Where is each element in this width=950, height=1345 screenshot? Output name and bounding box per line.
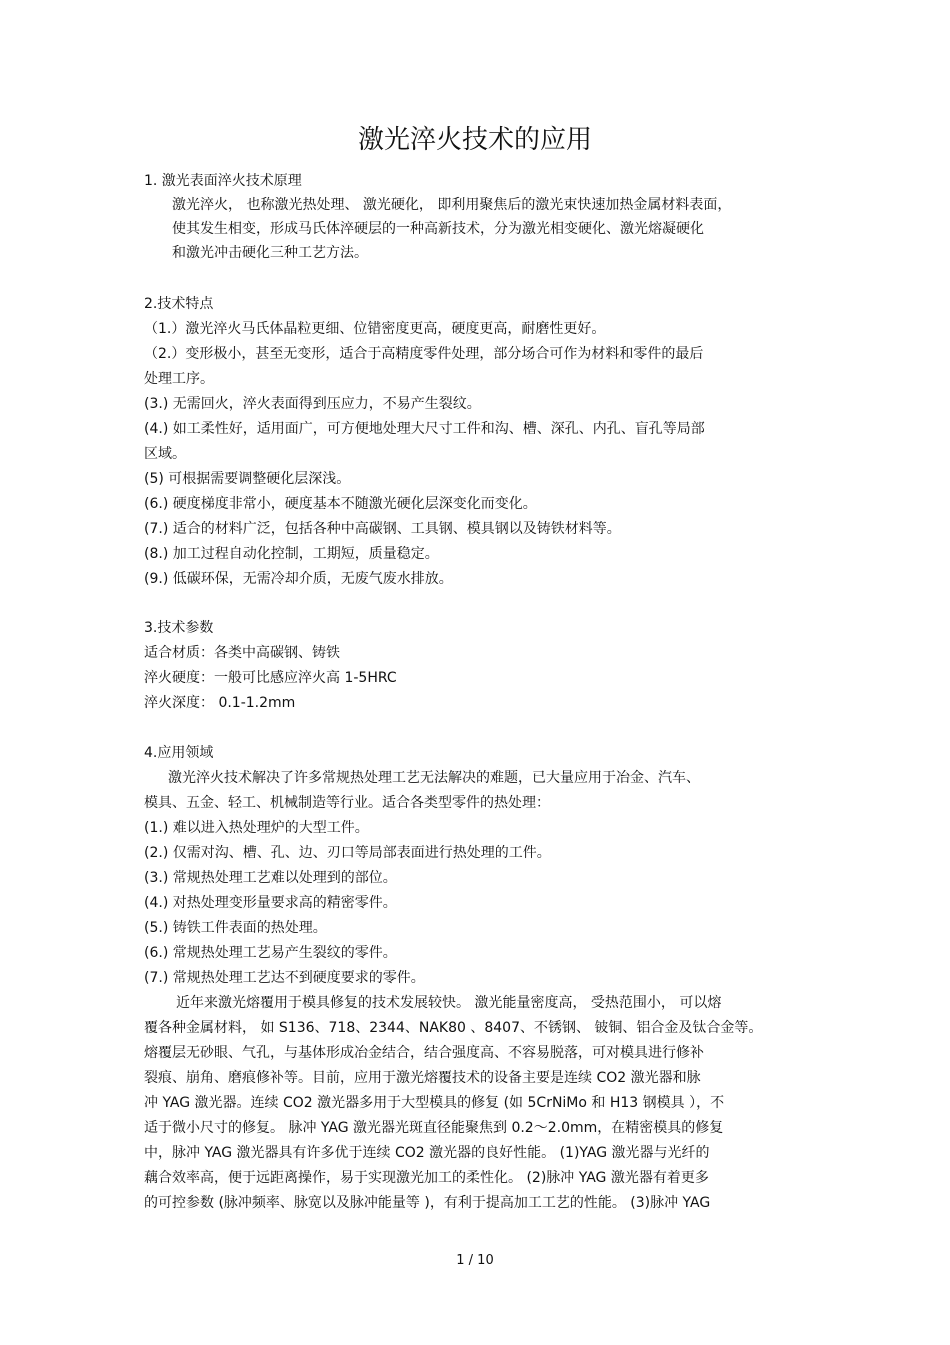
- paragraph-line: 熔覆层无砂眼、气孔，与基体形成冶金结合，结合强度高、不容易脱落，可对模具进行修补: [144, 1045, 704, 1061]
- paragraph-line: 适于微小尺寸的修复。 脉冲 YAG 激光器光斑直径能聚焦到 0.2～2.0mm，在精密模具的修复: [144, 1120, 724, 1136]
- paragraph-line: 裂痕、崩角、磨痕修补等。目前，应用于激光熔覆技术的设备主要是连续 CO2 激光器和脉: [144, 1070, 701, 1086]
- list-item: (6.) 硬度梯度非常小，硬度基本不随激光硬化层深变化而变化。: [144, 496, 537, 512]
- paragraph-line: 冲 YAG 激光器。连续 CO2 激光器多用于大型模具的修复 (如 5CrNiMo 和 H13 钢模具 ），不: [144, 1095, 725, 1111]
- list-item: (7.) 适合的材料广泛，包括各种中高碳钢、工具钢、模具钢以及铸铁材料等。: [144, 521, 621, 537]
- param-line: 淬火硬度：一般可比感应淬火高 1-5HRC: [144, 670, 397, 686]
- section-3-heading: 3.技术参数: [144, 620, 214, 636]
- section-2-heading: 2.技术特点: [144, 296, 214, 312]
- list-item: (6.) 常规热处理工艺易产生裂纹的零件。: [144, 945, 397, 961]
- param-line: 淬火深度： 0.1-1.2mm: [144, 695, 296, 711]
- param-line: 适合材质：各类中高碳钢、铸铁: [144, 645, 340, 661]
- paragraph-line: 激光淬火技术解决了许多常规热处理工艺无法解决的难题，已大量应用于冶金、汽车、: [168, 770, 700, 786]
- paragraph-line: 使其发生相变，形成马氏体淬硬层的一种高新技术，分为激光相变硬化、激光熔凝硬化: [172, 221, 704, 237]
- paragraph-line: 近年来激光熔覆用于模具修复的技术发展较快。 激光能量密度高， 受热范围小， 可以熔: [176, 995, 722, 1011]
- document-title: 激光淬火技术的应用: [357, 125, 592, 155]
- list-item: (4.) 对热处理变形量要求高的精密零件。: [144, 895, 397, 911]
- list-item: 区域。: [144, 446, 186, 462]
- page-number: 1 / 10: [456, 1253, 494, 1268]
- list-item: （1.）激光淬火马氏体晶粒更细、位错密度更高，硬度更高，耐磨性更好。: [144, 321, 606, 337]
- section-1-heading: 1. 激光表面淬火技术原理: [144, 173, 302, 189]
- list-item: (3.) 无需回火，淬火表面得到压应力，不易产生裂纹。: [144, 396, 481, 412]
- list-item: (5) 可根据需要调整硬化层深浅。: [144, 471, 351, 487]
- list-item: (1.) 难以进入热处理炉的大型工件。: [144, 820, 369, 836]
- paragraph-line: 覆各种金属材料， 如 S136、718、2344、NAK80 、8407、不锈钢、 铍铜、铝合金及钛合金等。: [144, 1020, 763, 1036]
- list-item: （2.）变形极小，甚至无变形，适合于高精度零件处理，部分场合可作为材料和零件的最后: [144, 346, 704, 362]
- paragraph-line: 的可控参数 (脉冲频率、脉宽以及脉冲能量等 )，有利于提高加工工艺的性能。 (3)脉冲 YAG: [144, 1195, 711, 1211]
- paragraph-line: 激光淬火， 也称激光热处理、 激光硬化， 即利用聚焦后的激光束快速加热金属材料表面，: [172, 197, 732, 213]
- list-item: (2.) 仅需对沟、槽、孔、边、刃口等局部表面进行热处理的工件。: [144, 845, 551, 861]
- list-item: (9.) 低碳环保，无需冷却介质，无废气废水排放。: [144, 571, 453, 587]
- list-item: (7.) 常规热处理工艺达不到硬度要求的零件。: [144, 970, 425, 986]
- section-4-heading: 4.应用领域: [144, 745, 214, 761]
- list-item: 处理工序。: [144, 371, 214, 387]
- list-item: (3.) 常规热处理工艺难以处理到的部位。: [144, 870, 397, 886]
- list-item: (5.) 铸铁工件表面的热处理。: [144, 920, 327, 936]
- paragraph-line: 中，脉冲 YAG 激光器具有许多优于连续 CO2 激光器的良好性能。 (1)YAG 激光器与光纤的: [144, 1145, 710, 1161]
- list-item: (8.) 加工过程自动化控制，工期短，质量稳定。: [144, 546, 439, 562]
- list-item: (4.) 如工柔性好，适用面广，可方便地处理大尺寸工件和沟、槽、深孔、内孔、盲孔等局部: [144, 421, 705, 437]
- paragraph-line: 和激光冲击硬化三种工艺方法。: [172, 245, 368, 261]
- paragraph-line: 藕合效率高，便于远距离操作，易于实现激光加工的柔性化。 (2)脉冲 YAG 激光器有着更多: [144, 1170, 709, 1186]
- paragraph-line: 模具、五金、轻工、机械制造等行业。适合各类型零件的热处理：: [144, 795, 550, 811]
